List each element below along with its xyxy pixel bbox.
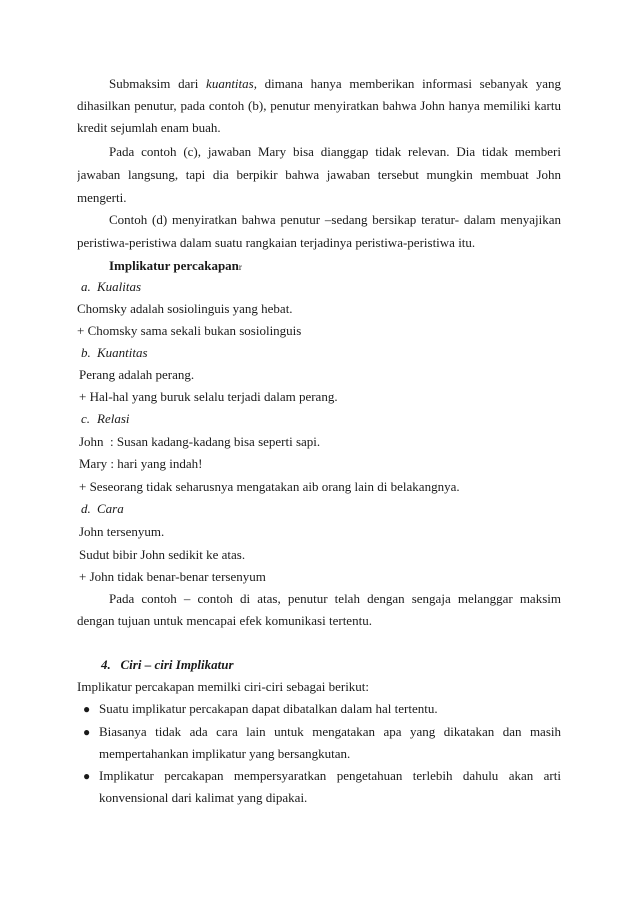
implikatur-heading — [109, 258, 242, 275]
paragraph-1-line-2: dihasilkan penutur, pada contoh (b), penutur menyiratkan bahwa John hanya memiliki kartu — [77, 98, 561, 113]
example-b-label — [81, 345, 148, 361]
paragraph-3-line-1: Contoh (d) menyiratkan bahwa penutur –sedang bersikap teratur- dalam menyajikan — [109, 212, 561, 227]
heading-text: Implikatur percakapan — [109, 258, 239, 273]
bullet-icon: ● — [83, 769, 91, 783]
example-b-line-1: Perang adalah perang. — [79, 367, 195, 382]
bullet-1-text: Suatu implikatur percakapan dapat dibatalkan dalam hal tertentu. — [99, 701, 438, 716]
paragraph-1-line-3: kredit sejumlah enam buah. — [77, 120, 221, 135]
text-span: dimana hanya memberikan informasi sebanyak yang — [256, 76, 561, 91]
example-c-label — [81, 411, 130, 427]
closing-line-1: Pada contoh – contoh di atas, penutur telah dengan sengaja melanggar maksim — [109, 591, 561, 606]
example-b-line-2: + Hal-hal yang buruk selalu terjadi dalam perang. — [79, 389, 338, 404]
example-d-line-1: John tersenyum. — [79, 524, 165, 539]
paragraph-2-line-3: mengerti. — [77, 190, 127, 205]
example-a-line-2: + Chomsky sama sekali bukan sosiolinguis — [77, 323, 302, 338]
example-d-line-2: Sudut bibir John sedikit ke atas. — [79, 547, 246, 562]
bullet-3-line-1: Implikatur percakapan mempersyaratkan pengetahuan terlebih dahulu akan arti — [99, 768, 561, 783]
list-label: Cara — [97, 501, 124, 516]
list-label: Kualitas — [97, 279, 142, 294]
paragraph-1-line-1 — [109, 76, 561, 92]
example-d-line-3: + John tidak benar-benar tersenyum — [79, 569, 266, 584]
example-a-line-1: Chomsky adalah sosiolinguis yang hebat. — [77, 301, 293, 316]
list-number: a. — [81, 279, 91, 294]
bullet-icon: ● — [83, 725, 91, 739]
paragraph-2-line-1: Pada contoh (c), jawaban Mary bisa dianggap tidak relevan. Dia tidak memberi — [109, 144, 561, 159]
italic-term: kuantitas, — [206, 76, 257, 91]
example-a-label — [81, 279, 141, 295]
heading-mark: r — [238, 262, 242, 272]
paragraph-3-line-2: peristiwa-peristiwa dalam suatu rangkaian terjadinya peristiwa-peristiwa itu. — [77, 235, 476, 250]
bullet-icon: ● — [83, 702, 91, 716]
bullet-2-line-2: mempertahankan implikatur yang bersangkutan. — [99, 746, 351, 761]
list-label: Relasi — [97, 411, 130, 426]
example-c-line-1: John : Susan kadang-kadang bisa seperti sapi. — [79, 434, 321, 449]
text-span: Submaksim dari — [109, 76, 207, 91]
section-4-intro: Implikatur percakapan memilki ciri-ciri sebagai berikut: — [77, 679, 370, 694]
list-number: b. — [81, 345, 91, 360]
bullet-2-line-1: Biasanya tidak ada cara lain untuk mengatakan apa yang dikatakan dan masih — [99, 724, 561, 739]
example-c-line-2: Mary : hari yang indah! — [79, 456, 203, 471]
paragraph-2-line-2: jawaban langsung, tapi dia berpikir bahwa jawaban tersebut mungkin membuat John — [77, 167, 561, 182]
section-4-heading: 4. Ciri – ciri Implikatur — [101, 657, 234, 672]
list-label: Kuantitas — [97, 345, 148, 360]
list-number: d. — [81, 501, 91, 516]
list-number: c. — [81, 411, 91, 426]
closing-line-2: dengan tujuan untuk mencapai efek komunikasi tertentu. — [77, 613, 372, 628]
example-c-line-3: + Seseorang tidak seharusnya mengatakan aib orang lain di belakangnya. — [79, 479, 460, 494]
example-d-label — [81, 501, 124, 517]
bullet-3-line-2: konvensional dari kalimat yang dipakai. — [99, 790, 308, 805]
